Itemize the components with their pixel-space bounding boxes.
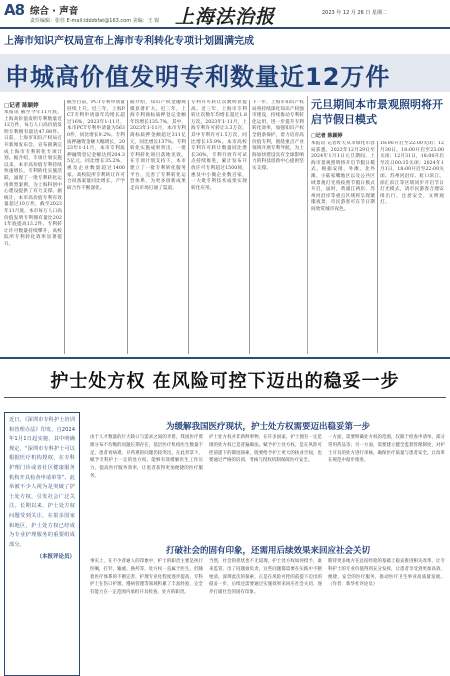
column-divider (377, 141, 378, 353)
column-divider (249, 100, 250, 354)
story1-column-1: 本报讯 截至今年11月底，上海高价值发明专利数量近12万件，每万人口高价值发明专利拥有量达47.88件。日前，上海市知识产权局召开新闻发布会，宣布圆满完成上海市专利转化专项计划。据介绍，专项计划实施以来，本市高价值专利持续快速增长，专利转化实施活跃，涌现了一批专利转化运用典型案例，为上海科创中心建设提供了有力支撑。据统计，本市高价值专利有效量超过10万件，截至2023年11月底，本市每万人口高价值发明专利拥有量比2021年底提高13.2件。专利转让许可数量持续攀升，高校院所专利转化效率显著提升。 (4, 110, 62, 247)
story3-subhead-2: 打破社会的固有印象，还需用后续效果来回应社会关切 (165, 546, 370, 556)
story1-headline: 申城高价值发明专利数量近12万件 (5, 63, 391, 91)
story1-column-4: 专利许可转让次数明显提高。近三年，上海市专利转让次数年均增长超过1.8万次。2023年1-11月，上海专利许可转让3.3万次，其中专利许可1.5万次，同比增长15.9%。本市高校专利许可转让数量同比增长30%，专利开放许可试点持续推进，累计发布开放许可专利超过1500项，惠及中小微企业数百家，一大批专利技术成果实现转化应用。 (191, 100, 247, 191)
story1-kicker: 上海市知识产权局宣布上海市专利转化专项计划圆满完成 (4, 36, 254, 47)
story3-column-5: 当然，社会的担忧也不无道理。护士处方权如何授予、谁来监管、出了问题谁负责，这些问题都需要在实践中不断厘清。深圳此次的探索，正是在风险可控的前提下迈出的稳妥一步，后续还需要通过实施效果来回应社会关切，逐步打破社会的固有印象。 (209, 559, 322, 596)
section-title: 综合 · 声音 (30, 6, 79, 17)
commentary-sidebar (4, 412, 80, 676)
story2-headline: 元旦期间本市景观照明将开启节假日模式 (311, 98, 443, 126)
newspaper-logo: 上海法治报 (175, 6, 276, 28)
story3-column-4: 事实上，在不少普通人的印象中，护士的职责主要是执行医嘱，打针、输液、换药等，处方权一直属于医生。但随着医疗体系的不断完善，护理专业化程度逐步提高，专科护士在伤口护理、慢病管理等领域积累了丰富经验，完全有能力在一定范围内承担开具检查、处方的职责。 (90, 559, 203, 596)
column-divider (127, 100, 128, 354)
editor-credits: 责任编辑：张佳 E-mail:lddzbfat@163.com 美编：王 锐 (30, 18, 160, 24)
column-divider (64, 100, 65, 354)
story2-column-1: 本报讯 记者昨天从市绿化市容局获悉，2023年12月29日至2024年1月1日元旦期间，上海市景观照明将开启节假日模式。根据安排，外滩、北外滩、小陆家嘴地区以及公共区域景观灯光将按照节假日模式开启，届时，黄浦江两岸、苏州河沿岸等重点区域将呈现璀璨夜景，市民游客可在节日期间欣赏城市夜色。 (311, 141, 375, 212)
page-number: A8 (4, 1, 25, 19)
story3-column-2: 护士处方权并非新鲜事物，在许多国家，护士拥有一定范围的处方权已是普遍做法。赋予护士处方权，是在风险可控前提下的制度探索，既要给予护士更大的执业空间，也要通过严格的培训、考核与授权机制保障医疗安全。 (209, 435, 322, 464)
story2-column-2: 18:00开启至22:00关闭；12月30日，18:00开启至23:00关闭；12月31日，18:00开启至次日00:15关闭；2024年1月1日，18:00开启至22:00关闭。苏州河沿岸、虹口滨江、徐汇滨江等区域同步开启节日灯光模式，请市民游客合理安排出行，注意安全，文明观灯。 (380, 141, 444, 206)
sidebar-signature: （本报评论员） (36, 554, 75, 561)
story1-column-5: 下一步，上海市知识产权局将持续深化知识产权强市建设，持续推动专利转化运用，进一步提升专利转化效率，加强知识产权全链条保护，着力培育高价值专利，围绕重点产业领域开展专利导航，为上海加快建设具有全球影响力的科技创新中心提供坚实支撑。 (252, 100, 304, 171)
story3-column-6: 期待更多地方在总结经验的基础上稳妥推进相关改革，让专科护士的专业价值得到充分发挥，让患者享受到更加高效、便捷、安全的医疗服务，推动医疗卫生事业高质量发展。（作者：新华社评论员） (328, 559, 445, 588)
issue-date: 2023 年 12 月 26 日 星期二 (322, 10, 387, 16)
story3-subhead-1: 为缓解我国医疗现状，护士处方权需要迈出稳妥第一步 (165, 422, 370, 432)
headline-underline (4, 397, 446, 398)
story1-column-2: 截至目前，PCT专利申请量持续上升。近三年，上海PCT专利申请量年均增长超过16%，2023年1-11月，本市PCT专利申请量为5630件，同比增长9.2%。专利质押融资金额大幅增长，2023年1-11月，本市专利质押融资登记金额达到204.35亿元，同比增长35.2%，惠及企业数量超过1400家。高校院所专利转让许可合同备案量同比增长，产学研合作不断深化。 (67, 100, 125, 191)
story2-byline: □记者 陈颖婷 (311, 133, 343, 139)
column-divider (188, 100, 189, 354)
section-divider (0, 357, 450, 359)
story3-headline: 护士处方权 在风险可控下迈出的稳妥一步 (50, 371, 400, 392)
story1-byline: □记者 陈颖婷 (4, 103, 39, 109)
story1-column-3: 据介绍，知识产权金融规模显著扩大。近三年，上海专利商标质押登记金额年均增长135.7%，其中，2023年1-11月，本市专利商标质押金额超过311亿元，同比增长137%。专利转化实施成果突出，一批专利转化项目落地见效。在专项计划支持下，本市建立了一批专利转化服务平台，完善了专利转化运营体系，为更多创新成果走向市场打通了渠道。 (130, 100, 186, 191)
story3-column-1: 由于人才数量的巨大缺口与需求之间的矛盾，我国医疗资源分布不均衡的问题长期存在，基层医疗机构医生数量不足，患者看病难、开药难的问题仍较突出。在此背景下，赋予专科护士一定的处方权，能够有效缓解医生工作压力，提高医疗服务效率，让患者获得更加便捷的医疗服务。 (90, 435, 203, 479)
story3-column-3: 一方面，需要明确处方权的范围，仅限于检查申请单、部分常用药品等；另一方面，需要建立健全监督管理制度，对护士开具的处方进行审核，确保医疗质量与患者安全，让改革在规范中稳步推进。 (328, 435, 445, 464)
sidebar-text: 近日，《深圳市专科护士培训和管理办法》印发，自2024年1月1日起实施，其中明确规定，“深圳市专科护士可以根据医疗机构授权，在专科护理门诊或者社区健康服务机构开具检查申请单等”。此举被不少人视为是突破了护士处方权，引发社会广泛关注。长期以来，护士处方权问题受到关注，在很多国家和地区，护士处方权已经成为专业护理服务的重要组成部分。 (9, 417, 75, 548)
